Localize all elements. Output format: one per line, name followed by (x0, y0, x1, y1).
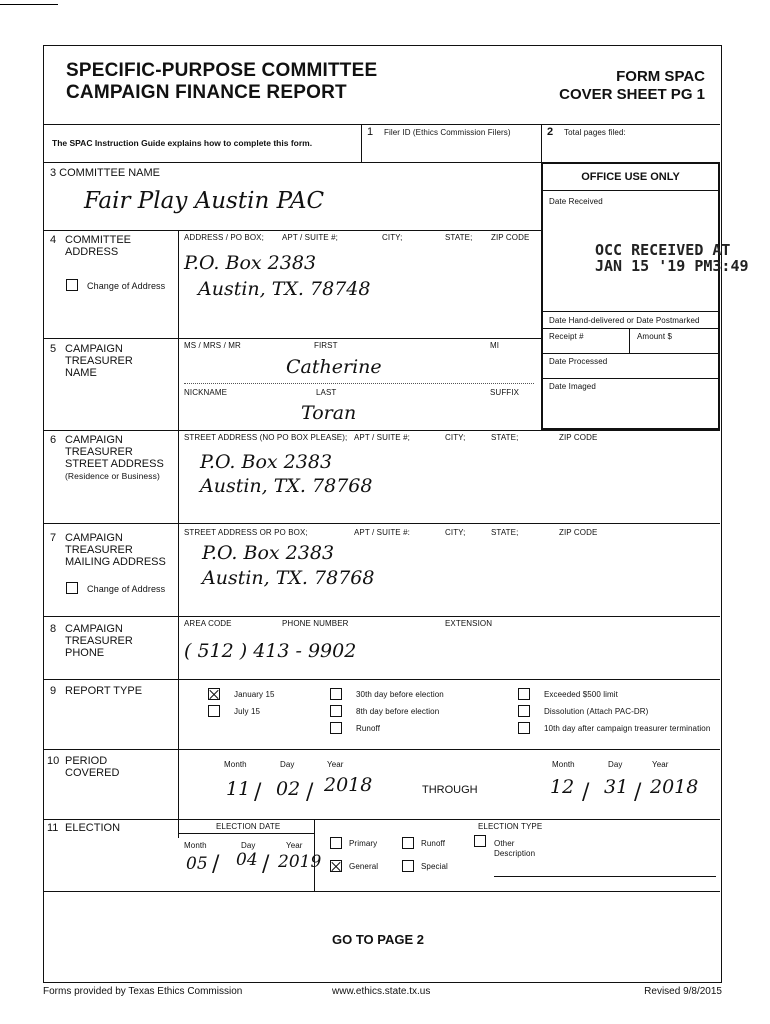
divider (178, 833, 314, 834)
committee-address-line1: P.O. Box 2383 (184, 252, 317, 274)
date-processed-label: Date Processed (549, 357, 608, 366)
form-sheet: COVER SHEET PG 1 (559, 86, 705, 103)
period-covered-label1: PERIOD (65, 755, 108, 767)
divider (543, 311, 718, 312)
col-extension: EXTENSION (445, 619, 493, 628)
col-state: STATE; (491, 433, 519, 442)
treasurer-phone-label2: TREASURER (65, 635, 133, 647)
section-6-number: 6 (50, 434, 57, 446)
election-primary-checkbox[interactable] (330, 837, 342, 849)
treasurer-street-label3: STREET ADDRESS (65, 458, 164, 470)
election-primary-label: Primary (349, 839, 378, 848)
treasurer-phone-label1: CAMPAIGN (65, 623, 123, 635)
footer-provider: Forms provided by Texas Ethics Commission (43, 986, 243, 997)
period-covered-label2: COVERED (65, 767, 120, 779)
divider (44, 819, 720, 820)
to-month-label: Month (552, 760, 575, 769)
divider (44, 749, 720, 750)
report-type-label: REPORT TYPE (65, 685, 143, 697)
election-special-label: Special (421, 862, 448, 871)
date-hand-delivered-label: Date Hand-delivered or Date Postmarked (549, 316, 700, 325)
from-day-value: 02 (276, 778, 301, 800)
report-dissolution-checkbox[interactable] (518, 705, 530, 717)
committee-address-label1: COMMITTEE (65, 234, 131, 246)
form-code: FORM SPAC (616, 68, 705, 85)
change-of-address-label: Change of Address (87, 584, 166, 594)
treasurer-street-line1: P.O. Box 2383 (200, 451, 333, 473)
report-30th-day-checkbox[interactable] (330, 688, 342, 700)
committee-address-line2: Austin, TX. 78748 (198, 278, 371, 300)
col-state: STATE; (491, 528, 519, 537)
footer-revised: Revised 9/8/2015 (644, 986, 722, 997)
date-separator: / (582, 780, 590, 805)
office-use-title: OFFICE USE ONLY (543, 164, 718, 191)
treasurer-street-label1: CAMPAIGN (65, 434, 123, 446)
election-runoff-checkbox[interactable] (402, 837, 414, 849)
col-zip: ZIP CODE (491, 233, 530, 242)
form-title-line1: SPECIFIC-PURPOSE COMMITTEE (66, 60, 378, 81)
col-city: CITY; (445, 528, 466, 537)
divider (44, 124, 720, 125)
report-treasurer-termination-label: 10th day after campaign treasurer termination (544, 724, 711, 733)
other-description-line (494, 876, 716, 877)
footer-website: www.ethics.state.tx.us (332, 986, 431, 997)
divider (44, 616, 720, 617)
election-type-header: ELECTION TYPE (478, 822, 543, 831)
section-8-number: 8 (50, 623, 57, 635)
col-city: CITY; (445, 433, 466, 442)
filer-id-label: Filer ID (Ethics Commission Filers) (384, 128, 511, 137)
col-street-address: STREET ADDRESS (NO PO BOX PLEASE); (184, 433, 348, 442)
election-general-label: General (349, 862, 379, 871)
col-apt-suite: APT / SUITE #; (282, 233, 338, 242)
amount-label: Amount $ (637, 332, 673, 341)
election-year-value: 2019 (278, 852, 322, 872)
col-phone-number: PHONE NUMBER (282, 619, 349, 628)
to-year-label: Year (652, 760, 669, 769)
section-5-number: 5 (50, 343, 57, 355)
to-day-value: 31 (604, 776, 629, 798)
section-10-number: 10 (47, 755, 60, 767)
election-other-checkbox[interactable] (474, 835, 486, 847)
report-january-15-checkbox[interactable] (208, 688, 220, 700)
report-8th-day-label: 8th day before election (356, 707, 440, 716)
from-day-label: Day (280, 760, 295, 769)
report-exceeded-limit-checkbox[interactable] (518, 688, 530, 700)
treasurer-mailing-label1: CAMPAIGN (65, 532, 123, 544)
date-separator: / (306, 780, 314, 805)
divider (44, 430, 720, 431)
committee-name-label: 3 COMMITTEE NAME (50, 167, 161, 179)
col-nickname: NICKNAME (184, 388, 228, 397)
top-edge-rule (0, 4, 58, 5)
label-column-divider (178, 230, 179, 838)
from-year-label: Year (327, 760, 344, 769)
divider (184, 383, 534, 384)
treasurer-name-label2: TREASURER (65, 355, 133, 367)
divider (361, 124, 362, 162)
to-year-value: 2018 (650, 776, 699, 798)
date-separator: / (634, 780, 642, 805)
from-year-value: 2018 (324, 774, 373, 796)
divider (44, 338, 541, 339)
col-street-or-pobox: STREET ADDRESS OR PO BOX; (184, 528, 308, 537)
divider (541, 124, 542, 162)
col-suffix: SUFFIX (490, 388, 520, 397)
divider (543, 353, 718, 354)
col-city: CITY; (382, 233, 403, 242)
election-runoff-label: Runoff (421, 839, 446, 848)
report-runoff-checkbox[interactable] (330, 722, 342, 734)
instruction-note: The SPAC Instruction Guide explains how to complete this form. (52, 138, 313, 148)
col-zip: ZIP CODE (559, 433, 598, 442)
election-general-checkbox[interactable] (330, 860, 342, 872)
change-of-address-checkbox[interactable] (66, 582, 78, 594)
to-day-label: Day (608, 760, 623, 769)
election-label: ELECTION (65, 822, 121, 834)
report-runoff-label: Runoff (356, 724, 381, 733)
to-month-value: 12 (550, 776, 575, 798)
through-label: THROUGH (422, 784, 478, 796)
section-1-number: 1 (367, 126, 374, 138)
divider (44, 230, 541, 231)
report-july-15-checkbox[interactable] (208, 705, 220, 717)
date-separator: / (254, 780, 262, 805)
col-first: FIRST (314, 341, 338, 350)
col-apt-suite: APT / SUITE #: (354, 528, 410, 537)
date-received-label: Date Received (549, 197, 603, 206)
election-month-value: 05 (186, 854, 208, 874)
treasurer-first-name: Catherine (286, 356, 382, 378)
report-treasurer-termination-checkbox[interactable] (518, 722, 530, 734)
report-8th-day-checkbox[interactable] (330, 705, 342, 717)
date-separator: / (262, 852, 270, 877)
received-stamp-line1: OCC RECEIVED AT (595, 241, 731, 259)
treasurer-street-label2: TREASURER (65, 446, 133, 458)
report-dissolution-label: Dissolution (Attach PAC-DR) (544, 707, 649, 716)
go-to-page-2: GO TO PAGE 2 (332, 932, 424, 947)
change-of-address-label: Change of Address (87, 281, 166, 291)
treasurer-phone-label3: PHONE (65, 647, 105, 659)
election-day-value: 04 (236, 850, 258, 870)
col-address-pobox: ADDRESS / PO BOX; (184, 233, 264, 242)
treasurer-phone-value: ( 512 ) 413 - 9902 (184, 640, 357, 662)
office-use-box (541, 162, 749, 430)
committee-name-value: Fair Play Austin PAC (84, 188, 325, 214)
col-ms-mrs-mr: MS / MRS / MR (184, 341, 241, 350)
election-date-header: ELECTION DATE (216, 822, 281, 831)
received-stamp-line2: JAN 15 '19 PM3:49 (595, 257, 749, 275)
form-title-line2: CAMPAIGN FINANCE REPORT (66, 82, 347, 103)
section-9-number: 9 (50, 685, 57, 697)
treasurer-street-label4: (Residence or Business) (65, 471, 160, 481)
divider (543, 328, 718, 329)
divider (44, 891, 720, 892)
election-other-label: Other Description (494, 839, 536, 858)
section-4-number: 4 (50, 234, 57, 246)
treasurer-mailing-line1: P.O. Box 2383 (202, 542, 335, 564)
report-30th-day-label: 30th day before election (356, 690, 444, 699)
date-separator: / (212, 852, 220, 877)
col-zip: ZIP CODE (559, 528, 598, 537)
section-2-number: 2 (547, 126, 554, 138)
divider (629, 328, 630, 353)
treasurer-mailing-line2: Austin, TX. 78768 (202, 567, 375, 589)
receipt-label: Receipt # (549, 332, 584, 341)
election-month-label: Month (184, 841, 207, 850)
date-imaged-label: Date Imaged (549, 382, 596, 391)
section-11-number: 11 (47, 822, 59, 834)
change-of-address-checkbox[interactable] (66, 279, 78, 291)
report-exceeded-limit-label: Exceeded $500 limit (544, 690, 618, 699)
election-day-label: Day (241, 841, 256, 850)
election-year-label: Year (286, 841, 303, 850)
treasurer-name-label1: CAMPAIGN (65, 343, 123, 355)
section-7-number: 7 (50, 532, 57, 544)
spac-cover-sheet (43, 45, 749, 983)
treasurer-name-label3: NAME (65, 367, 97, 379)
col-mi: MI (490, 341, 500, 350)
report-january-15-label: January 15 (234, 690, 275, 699)
col-apt-suite: APT / SUITE #; (354, 433, 410, 442)
committee-address-label2: ADDRESS (65, 246, 119, 258)
total-pages-label: Total pages filed: (564, 128, 626, 137)
report-july-15-label: July 15 (234, 707, 261, 716)
from-month-label: Month (224, 760, 247, 769)
election-special-checkbox[interactable] (402, 860, 414, 872)
col-area-code: AREA CODE (184, 619, 232, 628)
treasurer-last-name: Toran (301, 402, 357, 424)
divider (543, 378, 718, 379)
from-month-value: 11 (226, 778, 251, 800)
col-last: LAST (316, 388, 337, 397)
treasurer-street-line2: Austin, TX. 78768 (200, 475, 373, 497)
divider (44, 679, 720, 680)
treasurer-mailing-label2: TREASURER (65, 544, 133, 556)
treasurer-mailing-label3: MAILING ADDRESS (65, 556, 166, 568)
divider (44, 523, 720, 524)
col-state: STATE; (445, 233, 473, 242)
